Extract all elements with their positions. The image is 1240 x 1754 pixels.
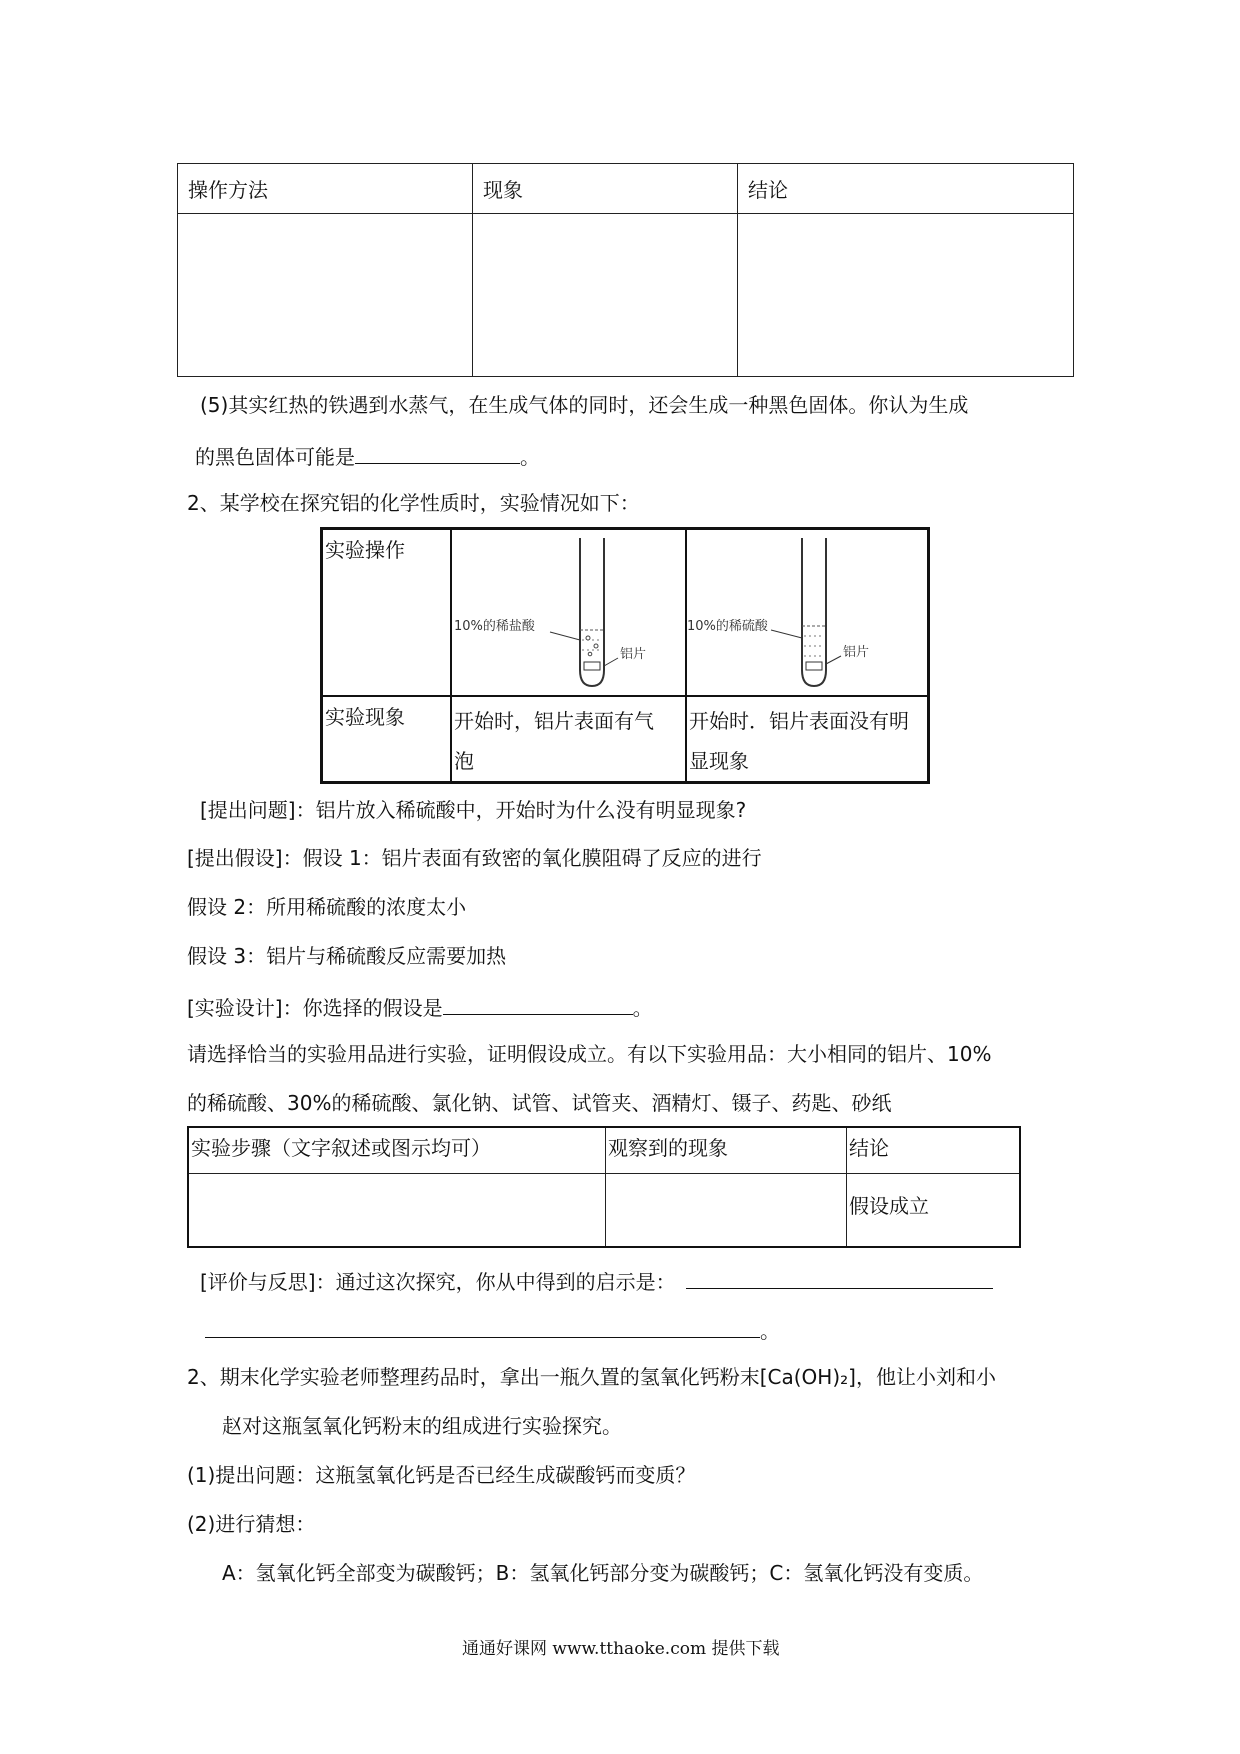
observation-h2so4-line2: 显现象 [689,749,749,773]
reflection-suffix: 。 [760,1319,780,1343]
aluminum-strip [806,662,822,670]
materials-line1: 请选择恰当的实验用品进行实验，证明假设成立。有以下实验用品：大小相同的铝片、10% [187,1042,992,1066]
bubble [594,644,598,648]
label-pointer [550,632,580,640]
question-2-intro: 2、某学校在探究铝的化学性质时，实验情况如下： [187,491,640,515]
table-cell-observed-blank[interactable] [606,1173,847,1247]
table-cell-blank[interactable] [738,214,1074,377]
tube-figure-h2so4 [686,529,929,697]
tube2-acid-label: 10%的稀硫酸 [687,619,768,634]
question-2b-part1: (1)提出问题：这瓶氢氧化钙是否已经生成碳酸钙而变质？ [187,1463,696,1487]
observation-hcl-line1: 开始时，铝片表面有气 [454,709,654,733]
bubble [588,652,592,656]
page-footer: 通通好课网 www.tthaoke.com 提供下载 [462,1639,780,1659]
tube1-acid-label: 10%的稀盐酸 [454,619,535,634]
table-cell-conclusion: 假设成立 [847,1173,1021,1247]
label-pointer [604,658,618,666]
design-table [187,1126,1021,1248]
question-2b-line1: 2、期末化学实验老师整理药品时，拿出一瓶久置的氢氧化钙粉末[Ca(OH)₂]，他让小刘和小 [187,1365,996,1389]
reflection-blank-1[interactable] [686,1266,993,1289]
reflection-line1 [200,1266,993,1295]
table-cell-blank[interactable] [178,214,473,377]
question-5-suffix: 。 [520,445,540,469]
table-header-conclusion: 结论 [738,164,1074,214]
question-2b-part2: (2)进行猜想： [187,1512,316,1536]
hypothesis-2: 假设 2：所用稀硫酸的浓度太小 [187,895,467,919]
tube1-metal-label: 铝片 [620,647,647,662]
row-label-operation: 实验操作 [322,529,452,697]
tube-figure-hcl [451,529,686,697]
experiment-design [187,992,653,1021]
answer-blank[interactable] [355,441,520,464]
design-prefix: [实验设计]：你选择的假设是 [187,996,443,1020]
tube2-metal-label: 铝片 [843,645,870,660]
aluminum-strip [584,662,600,670]
row-label-phenomenon: 实验现象 [322,696,452,783]
table-cell-blank[interactable] [473,214,738,377]
table-header-method: 操作方法 [178,164,473,214]
design-suffix: 。 [632,996,653,1020]
table-header-conclusion: 结论 [847,1127,1021,1173]
reflection-blank-2[interactable] [205,1315,760,1338]
test-tube-h2so4-diagram [687,530,927,690]
table-header-phenomenon: 现象 [473,164,738,214]
reflection-prefix: [评价与反思]：通过这次探究，你从中得到的启示是： [200,1270,676,1294]
hypothesis-3: 假设 3：铝片与稀硫酸反应需要加热 [187,944,507,968]
result-table [177,163,1074,377]
test-tube-hcl-diagram [452,530,684,690]
table-header-steps: 实验步骤（文字叙述或图示均可） [188,1127,606,1173]
observation-h2so4 [686,696,929,783]
hypothesis-answer-blank[interactable] [443,992,633,1015]
reflection-line2 [205,1315,780,1344]
bubble [586,636,590,640]
label-pointer [826,656,841,664]
aluminum-experiment-table [320,527,930,784]
question-2b-line2: 赵对这瓶氢氧化钙粉末的组成进行实验探究。 [222,1414,622,1438]
observation-hcl [451,696,686,783]
question-5-prefix: 的黑色固体可能是 [195,445,355,469]
materials-line2: 的稀硫酸、30%的稀硫酸、氯化钠、试管、试管夹、酒精灯、镊子、药匙、砂纸 [187,1091,892,1115]
question-5-line2 [195,441,540,470]
raise-question: [提出问题]：铝片放入稀硫酸中，开始时为什么没有明显现象? [200,798,747,822]
observation-h2so4-line1: 开始时．铝片表面没有明 [689,709,909,733]
hypothesis-1: [提出假设]：假设 1：铝片表面有致密的氧化膜阻碍了反应的进行 [187,846,762,870]
observation-hcl-line2: 泡 [454,749,474,773]
question-2b-guesses: A：氢氧化钙全部变为碳酸钙；B：氢氧化钙部分变为碳酸钙；C：氢氧化钙没有变质。 [222,1561,984,1585]
label-pointer [771,630,802,638]
question-5-line1: (5)其实红热的铁遇到水蒸气，在生成气体的同时，还会生成一种黑色固体。你认为生成 [200,393,969,417]
table-header-observed: 观察到的现象 [606,1127,847,1173]
table-cell-steps-blank[interactable] [188,1173,606,1247]
